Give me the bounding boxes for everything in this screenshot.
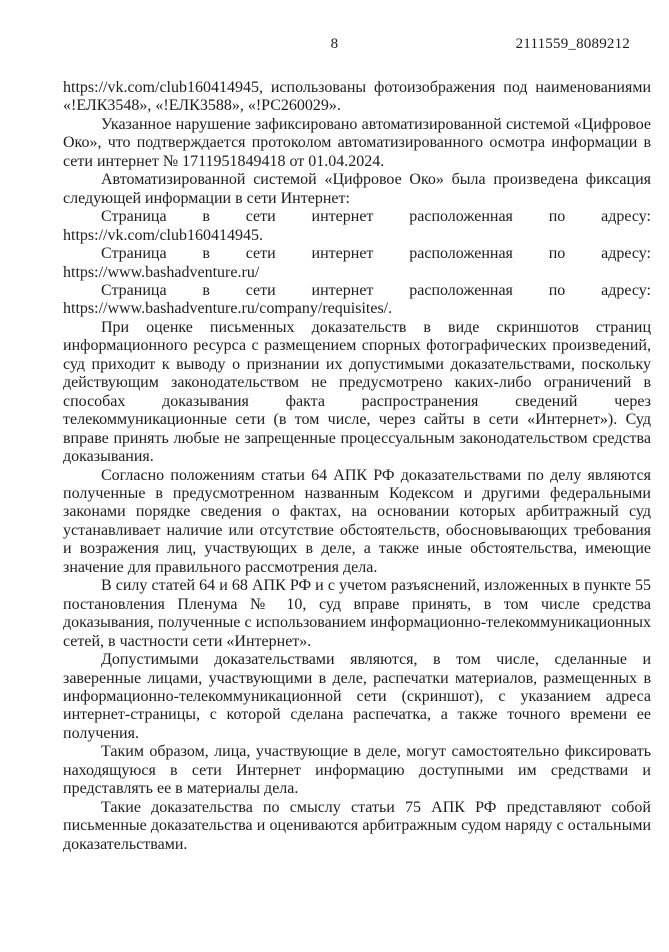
paragraph: Указанное нарушение зафиксировано автоматизированной системой «Цифровое Око», что подтверждается протоколом автоматизированного осмотра информации в сети интернет № 1711951849418 от 01.04.2024. — [63, 115, 651, 170]
paragraph: Таким образом, лица, участвующие в деле, могут самостоятельно фиксировать находящуюся в сети Интернет информацию доступными им средствами и представлять ее в материалы дела. — [63, 743, 651, 798]
address-paragraph — [63, 245, 651, 282]
paragraph: Допустимыми доказательствами являются, в том числе, сделанные и заверенные лицами, участвующими в деле, распечатки материалов, размещенных в информационно-телекоммуникационной сети (скриншот), с указанием адреса интернет-страницы, с которой сделана распечатка, а также точного времени ее получения. — [63, 651, 651, 742]
url-line: https://vk.com/club160414945. — [63, 226, 263, 244]
url-line: https://www.bashadventure.ru/ — [63, 263, 260, 281]
paragraph: Автоматизированной системой «Цифровое Око» была произведена фиксация следующей информации в сети Интернет: — [63, 171, 651, 207]
paragraph: Согласно положениям статьи 64 АПК РФ доказательствами по делу являются полученные в предусмотренном названным Кодексом и другими федеральными законами порядке сведения о фактах, на основании которых арбитражный суд устанавливает наличие или отсутствие обстоятельств, обосновывающих требования и возражения лиц, участвующих в деле, а также иные обстоятельства, имеющие значение для правильного рассмотрения дела. — [63, 466, 651, 576]
address-paragraph — [63, 282, 651, 319]
address-lead-line: Страница в сети интернет расположенная по адресу: — [101, 245, 651, 263]
document-body — [63, 79, 651, 854]
address-lead-line: Страница в сети интернет расположенная по адресу: — [101, 208, 651, 226]
page-number: 8 — [330, 36, 339, 52]
paragraph: В силу статей 64 и 68 АПК РФ и с учетом разъяснений, изложенных в пункте 55 постановления Пленума № 10, суд вправе принять, в том числе средства доказывания, полученные с использованием информационно-телекоммуникационных сетей, в частности сети «Интернет». — [63, 577, 651, 650]
address-lead-line: Страница в сети интернет расположенная по адресу: — [101, 281, 651, 299]
document-number: 2111559_8089212 — [515, 36, 630, 52]
url-line: https://www.bashadventure.ru/company/requisites/. — [63, 300, 393, 318]
address-paragraph — [63, 208, 651, 245]
paragraph: При оценке письменных доказательств в виде скриншотов страниц информационного ресурса с размещением спорных фотографических произведений, суд приходит к выводу о признании их допустимыми доказательствами, поскольку действующим законодательством не предусмотрено каких-либо ограничений в способах доказывания факта распространения сведений через телекоммуникационные сети (в том числе, через сайты в сети «Интернет»). Суд вправе принять любые не запрещенные процессуальным законодательством средства доказывания. — [63, 318, 651, 466]
paragraph: Такие доказательства по смыслу статьи 75 АПК РФ представляют собой письменные доказательства и оцениваются арбитражным судом наряду с остальными доказательствами. — [63, 798, 651, 853]
paragraph: https://vk.com/club160414945, использованы фотоизображения под наименованиями «!ЕЛК3548», «!ЕЛК3588», «!РС260029». — [63, 79, 651, 115]
